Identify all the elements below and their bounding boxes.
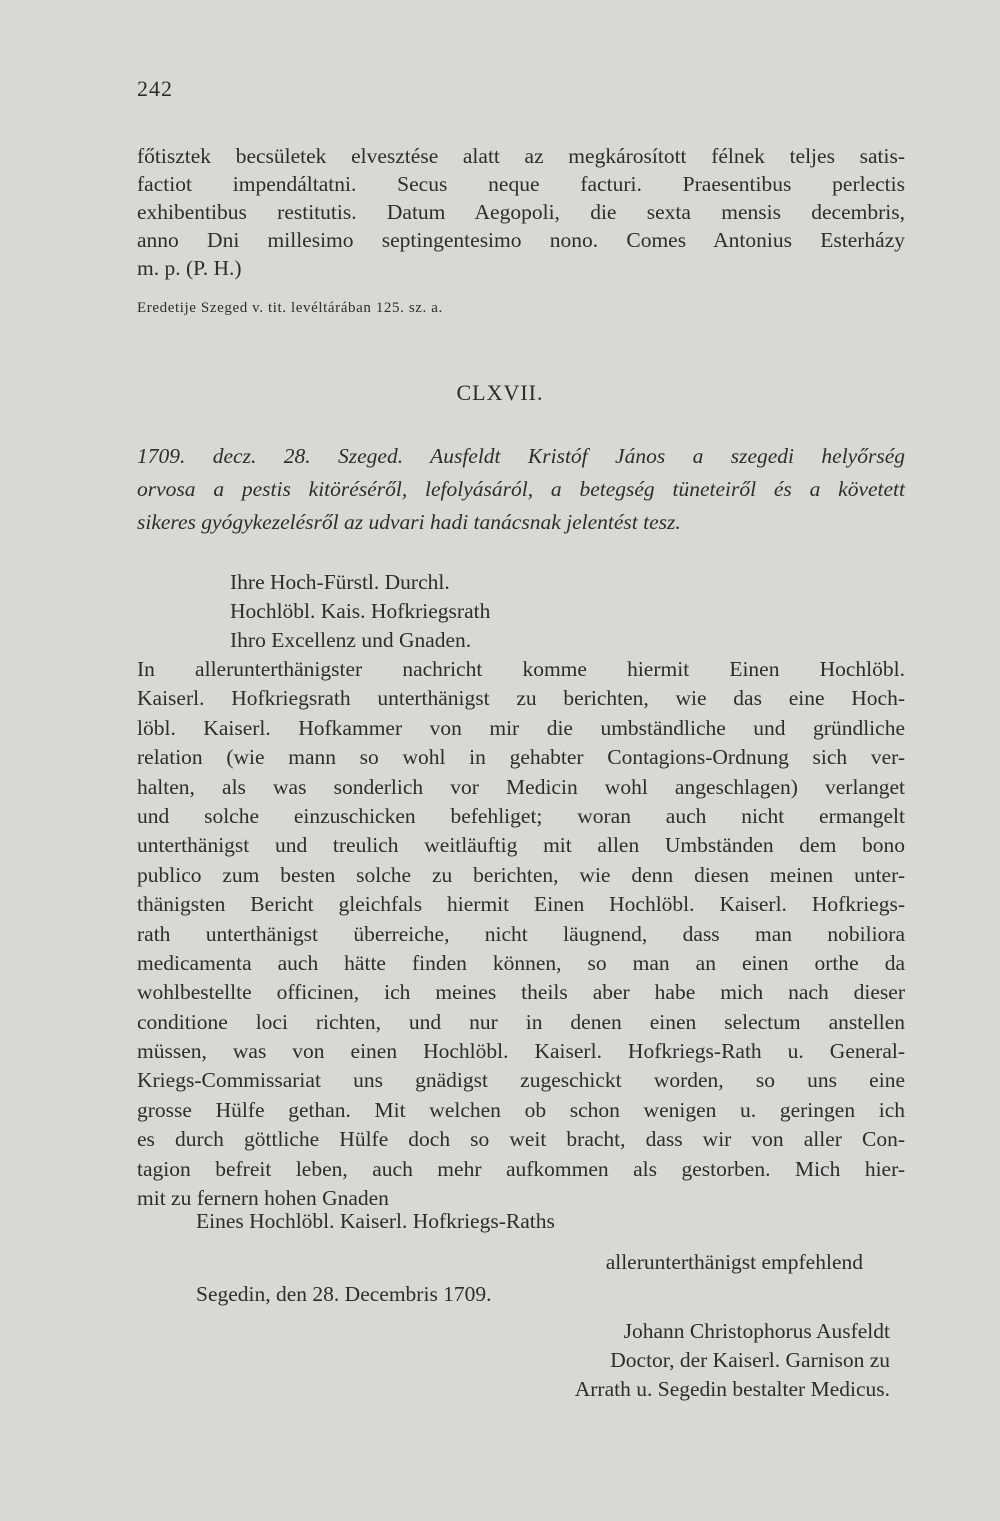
signature-line: Arrath u. Segedin bestalter Medicus.: [574, 1377, 890, 1401]
body-line: In allerunterthänigster nachricht komme hiermit Einen Hochlöbl.: [137, 657, 905, 681]
body-line: mit zu fernern hohen Gnaden: [137, 1186, 389, 1211]
letter-address: [230, 568, 490, 655]
document-summary: [137, 440, 905, 539]
page-number: 242: [137, 76, 173, 101]
summary-line: 1709. decz. 28. Szeged. Ausfeldt Kristóf János a szegedi helyőrség: [137, 444, 905, 468]
signature-block: [575, 1317, 890, 1404]
body-line: medicamenta auch hätte finden können, so man an einen orthe da: [137, 950, 905, 975]
body-line: conditione loci richten, und nur in denen einen selectum anstellen: [137, 1009, 905, 1034]
body-line: tagion befreit leben, auch mehr aufkommen als gestorben. Mich hier-: [137, 1156, 905, 1181]
body-line: halten, als was sonderlich vor Medicin wohl angeschlagen) verlanget: [137, 774, 905, 799]
body-line: Kriegs-Commissariat uns gnädigst zugeschickt worden, so uns eine: [137, 1068, 905, 1093]
body-line: relation (wie mann so wohl in gehabter Contagions-Ordnung sich ver-: [137, 745, 905, 770]
text-line: anno Dni millesimo septingentesimo nono. Comes Antonius Esterházy: [137, 228, 905, 252]
source-note: Eredetije Szeged v. tit. levéltárában 125. sz. a.: [137, 300, 443, 316]
body-line: und solche einzuschicken befehliget; woran auch nicht ermangelt: [137, 803, 905, 828]
closing-phrase: allerunterthänigst empfehlend: [605, 1250, 863, 1274]
body-line: rath unterthänigst überreiche, nicht läugnend, dass man nobiliora: [137, 921, 905, 946]
intro-paragraph: [137, 142, 905, 282]
body-line: grosse Hülfe gethan. Mit welchen ob schon wenigen u. geringen ich: [137, 1097, 905, 1122]
text-line: főtisztek becsületek elvesztése alatt az megkárosított félnek teljes satis-: [137, 144, 905, 168]
body-line: löbl. Kaiserl. Hofkammer von mir die umbständliche und gründliche: [137, 715, 905, 740]
address-line: Hochlöbl. Kais. Hofkriegsrath: [230, 599, 491, 623]
address-line: Ihro Excellenz und Gnaden.: [230, 628, 472, 652]
summary-line: sikeres gyógykezelésről az udvari hadi tanácsnak jelentést tesz.: [137, 510, 681, 534]
body-line: thänigsten Bericht gleichfals hiermit Einen Hochlöbl. Kaiserl. Hofkriegs-: [137, 892, 905, 917]
signature-line: Johann Christophorus Ausfeldt: [623, 1319, 890, 1343]
body-line: müssen, was von einen Hochlöbl. Kaiserl. Hofkriegs-Rath u. General-: [137, 1039, 905, 1064]
body-line: Kaiserl. Hofkriegsrath unterthänigst zu berichten, wie das eine Hoch-: [137, 686, 905, 711]
body-line: wohlbestellte officinen, ich meines theils aber habe mich nach dieser: [137, 980, 905, 1005]
body-line: es durch göttliche Hülfe doch so weit bracht, dass wir von aller Con-: [137, 1127, 905, 1152]
text-line: m. p. (P. H.): [137, 256, 242, 280]
address-line: Ihre Hoch-Fürstl. Durchl.: [230, 570, 450, 594]
place-date: Segedin, den 28. Decembris 1709.: [196, 1282, 492, 1306]
body-line: publico zum besten solche zu berichten, wie denn diesen meinen unter-: [137, 862, 905, 887]
document-number: CLXVII.: [456, 380, 544, 405]
closing-line: Eines Hochlöbl. Kaiserl. Hofkriegs-Raths: [196, 1209, 555, 1233]
letter-body: [137, 655, 905, 1213]
text-line: factiot impendáltatni. Secus neque facturi. Praesentibus perlectis: [137, 172, 905, 196]
body-line: unterthänigst und treulich weitläuftig mit allen Umbständen dem bono: [137, 833, 905, 858]
text-line: exhibentibus restitutis. Datum Aegopoli, die sexta mensis decembris,: [137, 200, 905, 224]
summary-line: orvosa a pestis kitöréséről, lefolyásáról, a betegség tüneteiről és a követett: [137, 477, 905, 501]
signature-line: Doctor, der Kaiserl. Garnison zu: [610, 1348, 890, 1372]
